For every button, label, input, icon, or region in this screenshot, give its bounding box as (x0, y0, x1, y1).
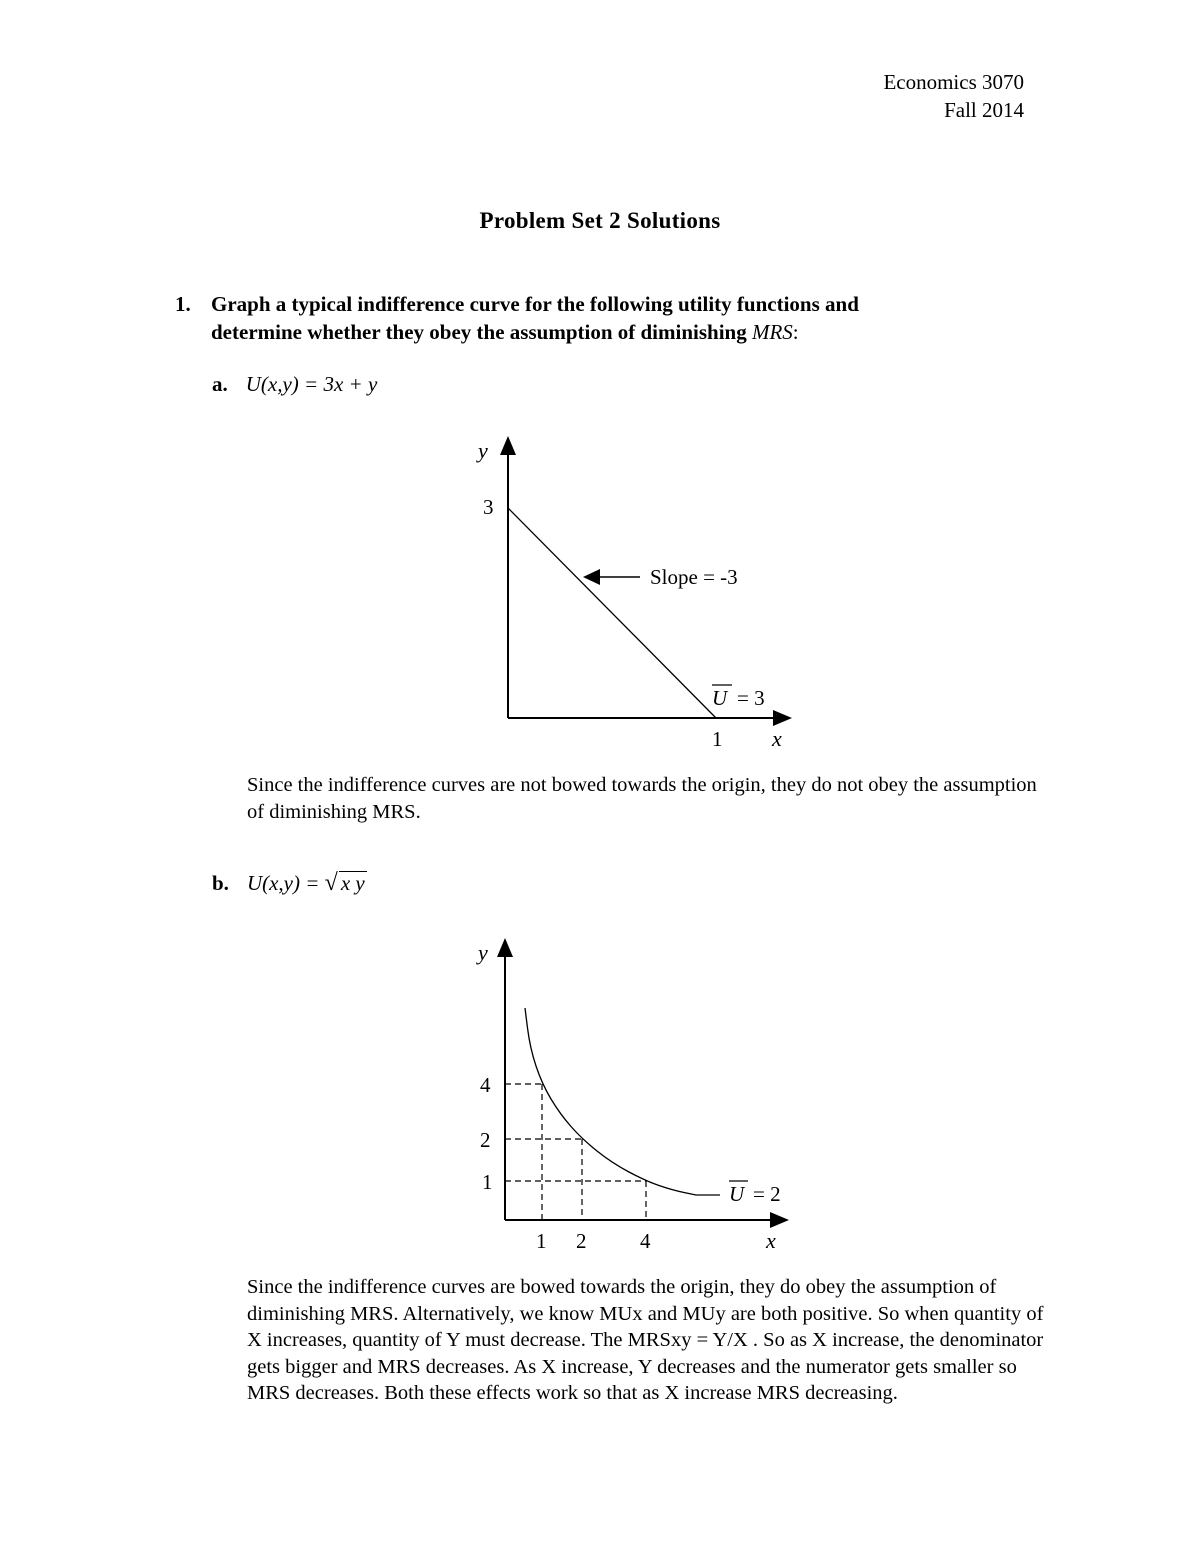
graph-a (476, 436, 792, 751)
prompt-line-2: determine whether they obey the assumption of diminishing (211, 320, 747, 344)
graph-b-guides (505, 1084, 646, 1220)
graph-b-u-value: = 2 (753, 1182, 781, 1206)
graph-b-y-label: y (478, 940, 488, 965)
graph-b-x-tick-1: 1 (536, 1229, 547, 1253)
part-a-function-rhs: 3x + y (323, 372, 378, 396)
part-a-explanation: Since the indifference curves are not bowed towards the origin, they do not obey the assumption of diminishing MRS. (247, 774, 1037, 823)
graph-b (476, 938, 789, 1253)
part-a-label: a. (212, 372, 228, 396)
graph-a-u-value: = 3 (737, 686, 765, 710)
graph-a-y-tick: 3 (483, 495, 494, 519)
prompt-mrs: MRS (751, 320, 793, 344)
part-b-explanation: Since the indifference curves are bowed towards the origin, they do obey the assumption of diminishing MRS. Alternatively, we know MUx and MUy are both positive. So when quantity of X increases, quantity of Y must decrease. The MRSxy = Y/X . So as X increase, the denominator gets bigger and MRS decreases. As X increase, Y decreases and the numerator gets smaller so MRS decreases. Both these effects work so that as X increase MRS decreasing. (247, 1276, 1044, 1404)
graph-b-u-label: U (729, 1182, 745, 1206)
graph-b-x-tick-2: 2 (576, 1229, 587, 1253)
part-b-function-sqrt: x y (340, 871, 365, 895)
prompt-line-1: Graph a typical indifference curve for the following utility functions and (211, 292, 859, 316)
part-b-label: b. (212, 871, 229, 895)
part-a-function-lhs: U(x,y) = (245, 372, 324, 396)
page-title: Problem Set 2 Solutions (479, 208, 721, 233)
graph-b-y-arrow (497, 938, 513, 957)
graph-b-y-tick-4: 4 (480, 1073, 491, 1097)
graph-a-u-label: U (712, 686, 728, 710)
term: Fall 2014 (944, 98, 1024, 122)
prompt-colon: : (792, 320, 799, 344)
graph-a-indifference-line (508, 508, 716, 718)
graph-b-y-tick-2: 2 (480, 1128, 491, 1152)
question-number: 1. (175, 292, 191, 316)
graph-a-slope-label: Slope = -3 (650, 565, 738, 589)
graph-a-x-tick: 1 (712, 727, 723, 751)
graph-b-x-tick-4: 4 (640, 1229, 651, 1253)
course-name: Economics 3070 (883, 70, 1024, 94)
graph-b-y-tick-1: 1 (482, 1170, 493, 1194)
graph-a-x-label: x (772, 726, 782, 751)
graph-a-x-arrow (773, 710, 792, 726)
part-b-function-lhs: U(x,y) = (246, 871, 325, 895)
sqrt-symbol: √ (324, 870, 338, 896)
graph-a-y-label: y (478, 438, 488, 463)
graph-b-x-arrow (770, 1212, 789, 1228)
part-b-heading (212, 870, 367, 897)
graph-b-x-label: x (766, 1228, 776, 1253)
graph-b-indifference-curve (525, 1008, 696, 1195)
graph-a-y-arrow (500, 436, 516, 455)
graph-a-slope-arrow-head (583, 569, 600, 585)
